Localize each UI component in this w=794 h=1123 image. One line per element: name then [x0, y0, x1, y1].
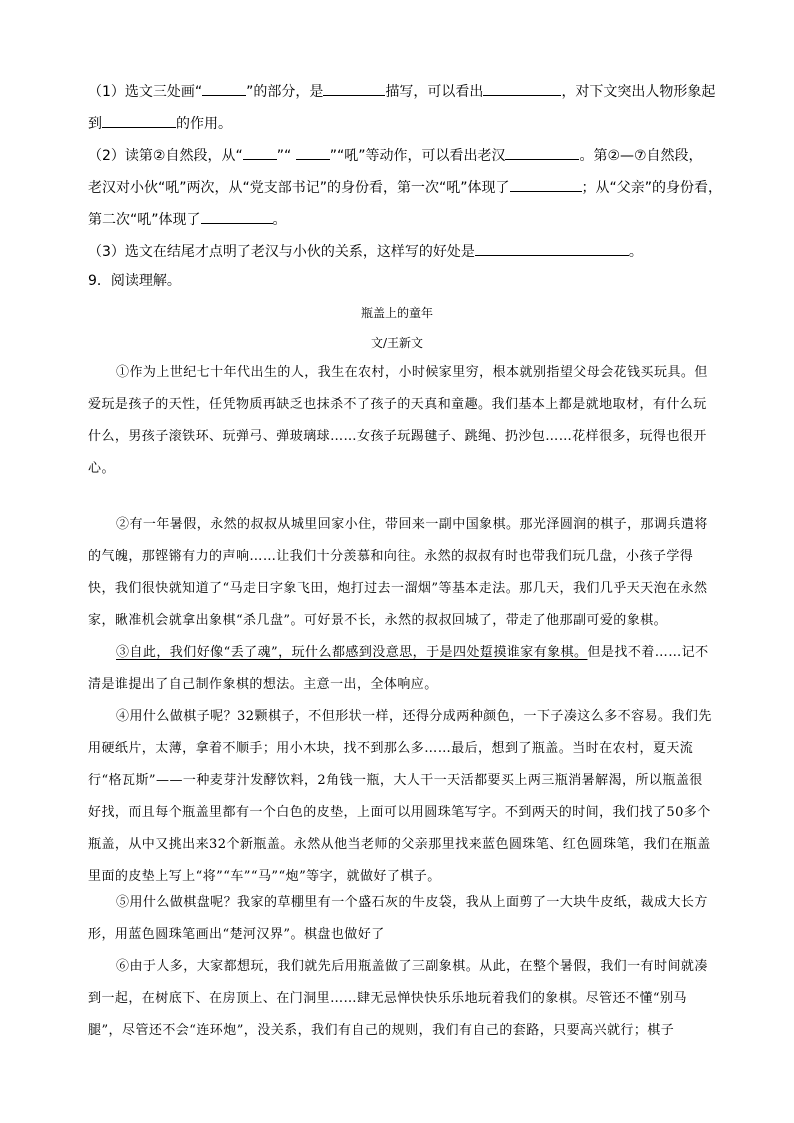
q1-blank-reveal[interactable]: [483, 81, 561, 96]
q2-text-h: 。: [272, 212, 287, 228]
q1-text-b: ”的部分，是: [246, 84, 324, 100]
q3-text-b: 。: [628, 244, 643, 260]
q2-text-g: 第二次“吼”体现了: [88, 212, 201, 228]
q2-blank-action-1[interactable]: [243, 145, 277, 160]
q2-blank-character[interactable]: [505, 145, 579, 160]
paragraph-6-text: ⑥由于人多，大家都想玩，我们就先后用瓶盖做了三副象棋。从此，在整个暑假，我们一有时间就凑到一起，在树底下、在房顶上、在门洞里……肆无忌惮快快乐乐地玩着我们的象棋。尽管还不懂“别马腿”，尽管还不会“连环炮”，没关系，我们有自己的规则，我们有自己的套路，只要高兴就行；棋子: [88, 959, 708, 1038]
question-2-line-1: [88, 145, 728, 166]
q3-blank-benefit[interactable]: [475, 241, 629, 256]
question-1-line-1: [88, 81, 728, 102]
paragraph-5: [88, 887, 716, 951]
question-2-line-2: [88, 177, 728, 198]
q1-text-f: 的作用。: [176, 116, 232, 132]
q1-text-d: ，对下文突出人物形象起: [561, 84, 716, 100]
q2-blank-action-2[interactable]: [296, 145, 330, 160]
paragraph-1: [88, 357, 716, 485]
paragraph-6: [88, 951, 716, 1047]
paragraph-2: [88, 509, 716, 637]
q2-blank-second-shout[interactable]: [201, 209, 273, 224]
q1-text-e: 到: [88, 116, 102, 132]
paragraph-3-text: 但是找不着……记不清是谁提出了自己制作象棋的想法。主意一出，全体响应。: [88, 645, 709, 692]
paragraph-5-text: ⑤用什么做棋盘呢？我家的草棚里有一个盛石灰的牛皮袋，我从上面剪了一大块牛皮纸，裁成大长方形，用蓝色圆珠笔画出“楚河汉界”。棋盘也做好了: [88, 895, 708, 942]
article-title: 瓶盖上的童年: [360, 306, 433, 320]
paragraph-3: [88, 637, 716, 701]
q3-text-a: （3）选文在结尾才点明了老汉与小伙的关系，这样写的好处是: [88, 244, 475, 260]
paragraph-2-text: ②有一年暑假，永然的叔叔从城里回家小住，带回来一副中国象棋。那光泽圆润的棋子，那调兵遣将的气魄，那铿锵有力的声响……让我们十分羡慕和向往。永然的叔叔有时也带我们玩几盘，小孩子学得快，我们很快就知道了“马走日字象飞田，炮打过去一溜烟”等基本走法。那几天，我们几乎天天泡在永然家，瞅准机会就拿出象棋“杀几盘”。可好景不长，永然的叔叔回城了，带走了他那副可爱的象棋。: [88, 517, 708, 628]
q2-text-c: ”“吼”等动作，可以看出老汉: [329, 148, 506, 164]
q1-text-a: （1）选文三处画“: [88, 84, 203, 100]
question-3-line-1: [88, 241, 728, 262]
q2-text-d: 。第②—⑦自然段，: [579, 148, 703, 164]
q1-blank-effect[interactable]: [102, 113, 176, 128]
paragraph-4-text: ④用什么做棋子呢？32颗棋子，不但形状一样，还得分成两种颜色，一下子凑这么多不容易。我们先用硬纸片，太薄，拿着不顺手；用小木块，找不到那么多……最后，想到了瓶盖。当时在农村，夏天流行“格瓦斯”——一种麦芽汁发酵饮料，2角钱一瓶，大人干一天活都要买上两三瓶消暑解渴，所以瓶盖很好找，而且每个瓶盖里都有一个白色的皮垫，上面可以用圆珠笔写字。不到两天的时间，我们找了50多个瓶盖，从中又挑出来32个新瓶盖。永然从他当老师的父亲那里找来蓝色圆珠笔、红色圆珠笔，我们在瓶盖里面的皮垫上写上“将”“车”“马”“炮”等字，就做好了棋子。: [88, 709, 712, 884]
q2-text-b: ”“: [276, 148, 296, 164]
q2-text-f: ；从“父亲”的身份看，: [581, 180, 723, 196]
q2-text-a: （2）读第②自然段，从“: [88, 148, 243, 164]
paragraph-4: [88, 701, 716, 893]
question-9-heading: 9．阅读理解。: [88, 273, 181, 289]
q1-text-c: 描写，可以看出: [385, 84, 484, 100]
paragraph-3-underlined-sentence: ③自此，我们好像“丢了魂”，玩什么都感到没意思，于是四处踅摸谁家有象棋。: [116, 645, 588, 660]
paragraph-1-text: ①作为上世纪七十年代出生的人，我生在农村，小时候家里穷，根本就别指望父母会花钱买玩具。但爱玩是孩子的天性，任凭物质再缺乏也抹杀不了孩子的天真和童趣。我们基本上都是就地取材，有什么玩什么，男孩子滚铁环、玩弹弓、弹玻璃球……女孩子玩踢毽子、跳绳、扔沙包……花样很多，玩得也很开心。: [88, 365, 708, 476]
article-author: 文/王新文: [370, 336, 424, 350]
q2-blank-first-shout[interactable]: [510, 177, 582, 192]
q2-text-e: 老汉对小伙“吼”两次，从“党支部书记”的身份看，第一次“吼”体现了: [88, 180, 510, 196]
question-1-line-2: [88, 113, 728, 134]
q1-blank-marker[interactable]: [202, 81, 246, 96]
q1-blank-description-type[interactable]: [323, 81, 385, 96]
question-2-line-3: [88, 209, 728, 230]
